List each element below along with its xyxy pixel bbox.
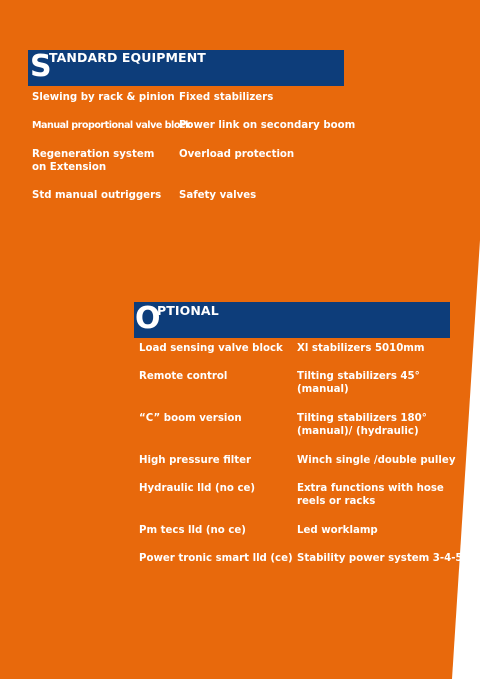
optional-item-left-5: Hydraulic lld (no ce) (139, 483, 256, 494)
standard-item-left-3: Regeneration system on Extension (32, 149, 155, 173)
optional-item-left-3: “C” boom version (139, 413, 242, 424)
optional-item-right-2: Tilting stabilizers 45° (manual) (297, 371, 420, 395)
optional-item-right-6: Led worklamp (297, 525, 378, 536)
optional-item-right-4: Winch single /double pulley (297, 455, 456, 466)
standard-item-right-2: Power link on secondary boom (179, 120, 356, 131)
optional-title-text: PTIONAL (157, 303, 219, 318)
standard-item-left-1: Slewing by rack & pinion (32, 92, 175, 103)
optional-item-left-6: Pm tecs lld (no ce) (139, 525, 246, 536)
standard-item-right-1: Fixed stabilizers (179, 92, 274, 103)
optional-item-left-1: Load sensing valve block (139, 343, 283, 354)
standard-title-initial: S (30, 49, 52, 84)
optional-item-right-7: Stability power system 3-4-5 (297, 553, 463, 564)
standard-item-right-4: Safety valves (179, 190, 257, 201)
standard-item-left-2: Manual proportional valve block (32, 120, 191, 131)
optional-title-initial: O (135, 301, 161, 336)
standard-title-text: TANDARD EQUIPMENT (49, 50, 206, 65)
standard-item-right-3: Overload protection (179, 149, 295, 160)
optional-item-left-7: Power tronic smart lld (ce) (139, 553, 293, 564)
optional-item-right-3: Tilting stabilizers 180° (manual)/ (hydraulic) (297, 413, 427, 437)
standard-item-left-4: Std manual outriggers (32, 190, 162, 201)
optional-item-right-5: Extra functions with hose reels or racks (297, 483, 444, 507)
optional-item-left-4: High pressure filter (139, 455, 252, 466)
optional-item-right-1: Xl stabilizers 5010mm (297, 343, 425, 354)
optional-item-left-2: Remote control (139, 371, 228, 382)
